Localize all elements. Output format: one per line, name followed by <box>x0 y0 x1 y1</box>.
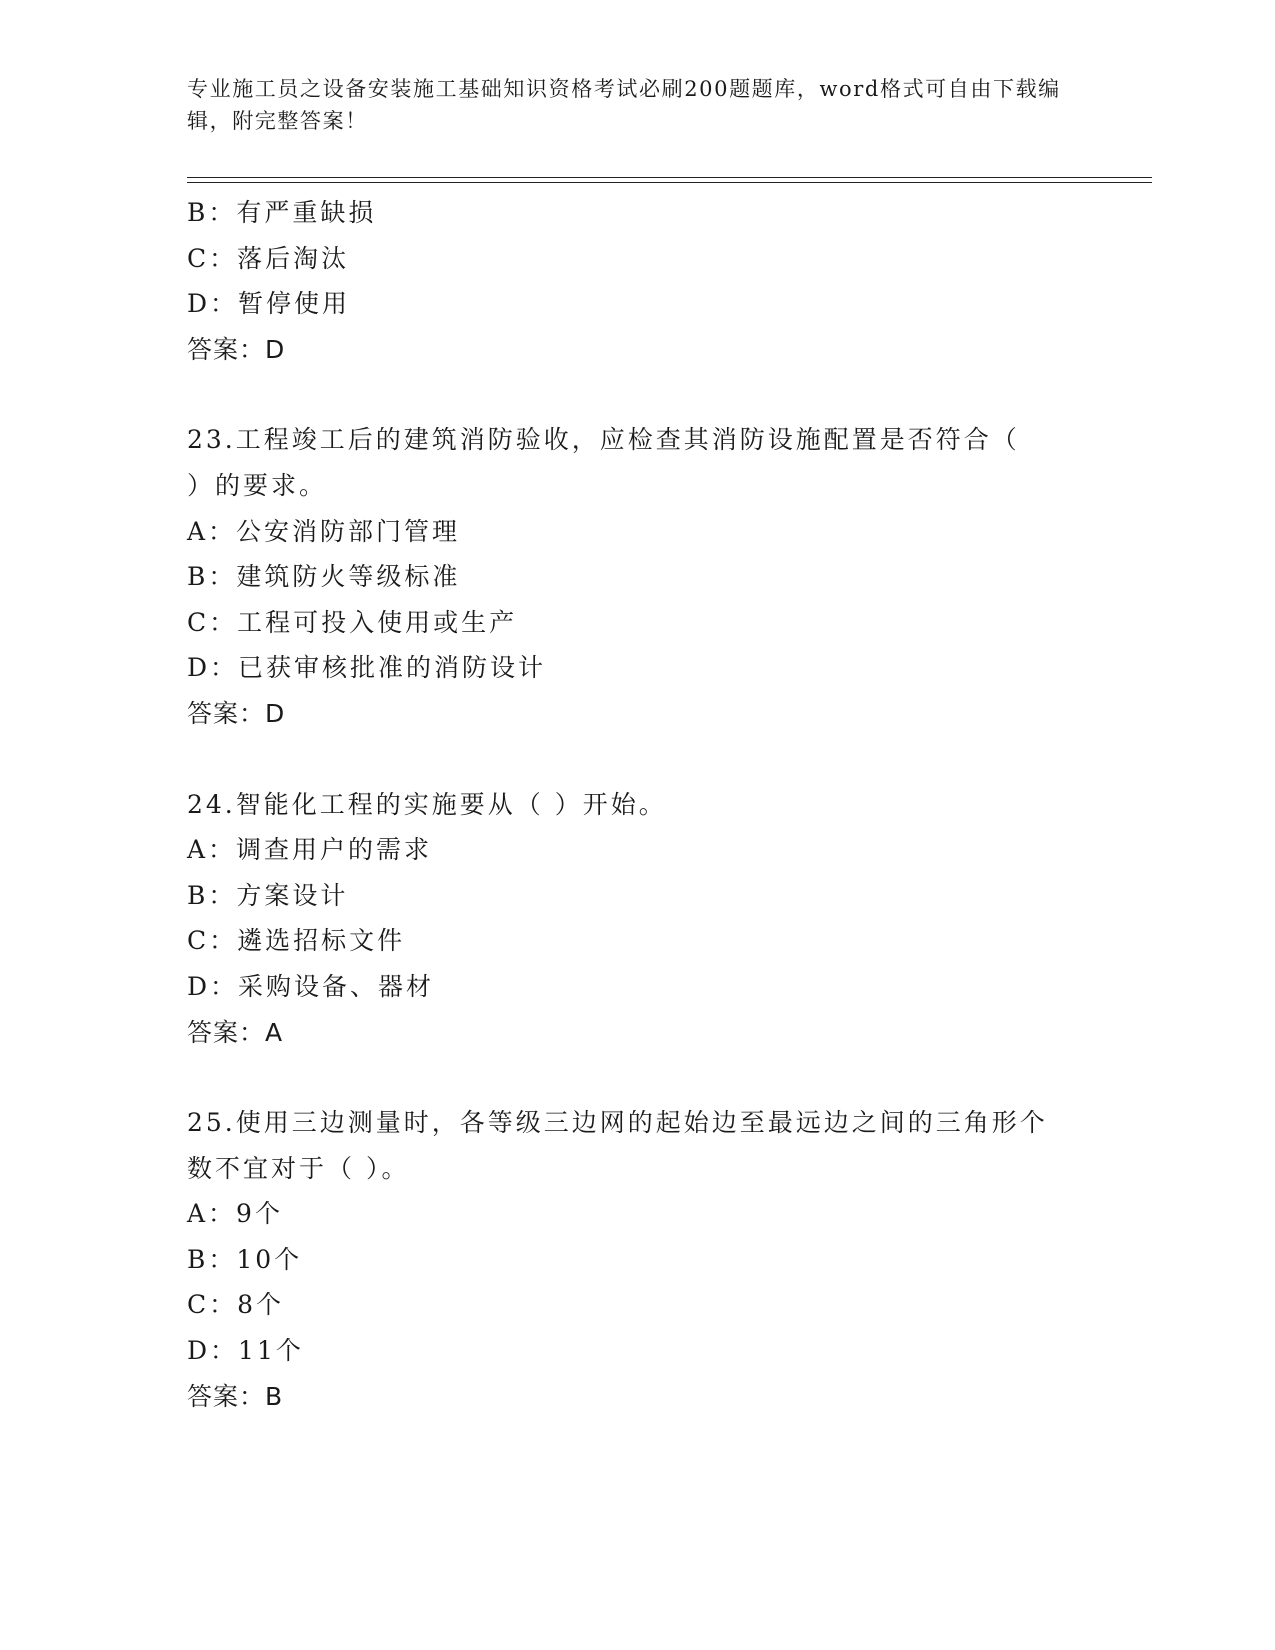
option-a: A：调查用户的需求 <box>187 835 433 865</box>
option-c: C：落后淘汰 <box>187 243 350 273</box>
answer-line: 答案：A <box>187 1017 284 1047</box>
option-c: C：8个 <box>187 1290 285 1320</box>
header-divider-bottom <box>187 182 1152 183</box>
question-stem-line-2: ）的要求。 <box>187 470 328 500</box>
question-23 <box>187 417 1087 736</box>
option-a: A：公安消防部门管理 <box>187 516 461 546</box>
answer-line: 答案：D <box>187 334 286 364</box>
header-divider-top <box>187 177 1152 178</box>
question-stem-line-1: 23.工程竣工后的建筑消防验收，应检查其消防设施配置是否符合（ <box>187 425 1020 455</box>
question-stem-line-1: 24.智能化工程的实施要从（ ）开始。 <box>187 789 667 819</box>
option-b: B：方案设计 <box>187 880 349 910</box>
spacer <box>187 1055 1087 1100</box>
question-stem-line-2: 数不宜对于（ ）。 <box>187 1153 410 1183</box>
option-c: C：遴选招标文件 <box>187 926 406 956</box>
option-b: B：有严重缺损 <box>187 198 377 227</box>
answer-line: 答案：B <box>187 1381 284 1411</box>
question-stem-line-1: 25.使用三边测量时，各等级三边网的起始边至最远边之间的三角形个 <box>187 1108 1048 1138</box>
spacer <box>187 737 1087 782</box>
answer-line: 答案：D <box>187 698 286 728</box>
option-b: B：建筑防火等级标准 <box>187 562 461 592</box>
question-25 <box>187 1100 1087 1419</box>
option-d: D：11个 <box>187 1336 304 1366</box>
spacer <box>187 372 1087 417</box>
option-b: B：10个 <box>187 1244 303 1274</box>
question-list <box>187 190 1087 1419</box>
option-a: A：9个 <box>187 1199 283 1229</box>
option-d: D：已获审核批准的消防设计 <box>187 653 547 683</box>
option-d: D：采购设备、器材 <box>187 971 435 1001</box>
question-22-continued <box>187 190 1087 372</box>
document-header-title: 专业施工员之设备安装施工基础知识资格考试必刷200题题库，word格式可自由下载编辑，附完整答案！ <box>187 77 1061 133</box>
question-24 <box>187 782 1087 1056</box>
option-d: D：暂停使用 <box>187 289 351 319</box>
option-c: C：工程可投入使用或生产 <box>187 607 518 637</box>
